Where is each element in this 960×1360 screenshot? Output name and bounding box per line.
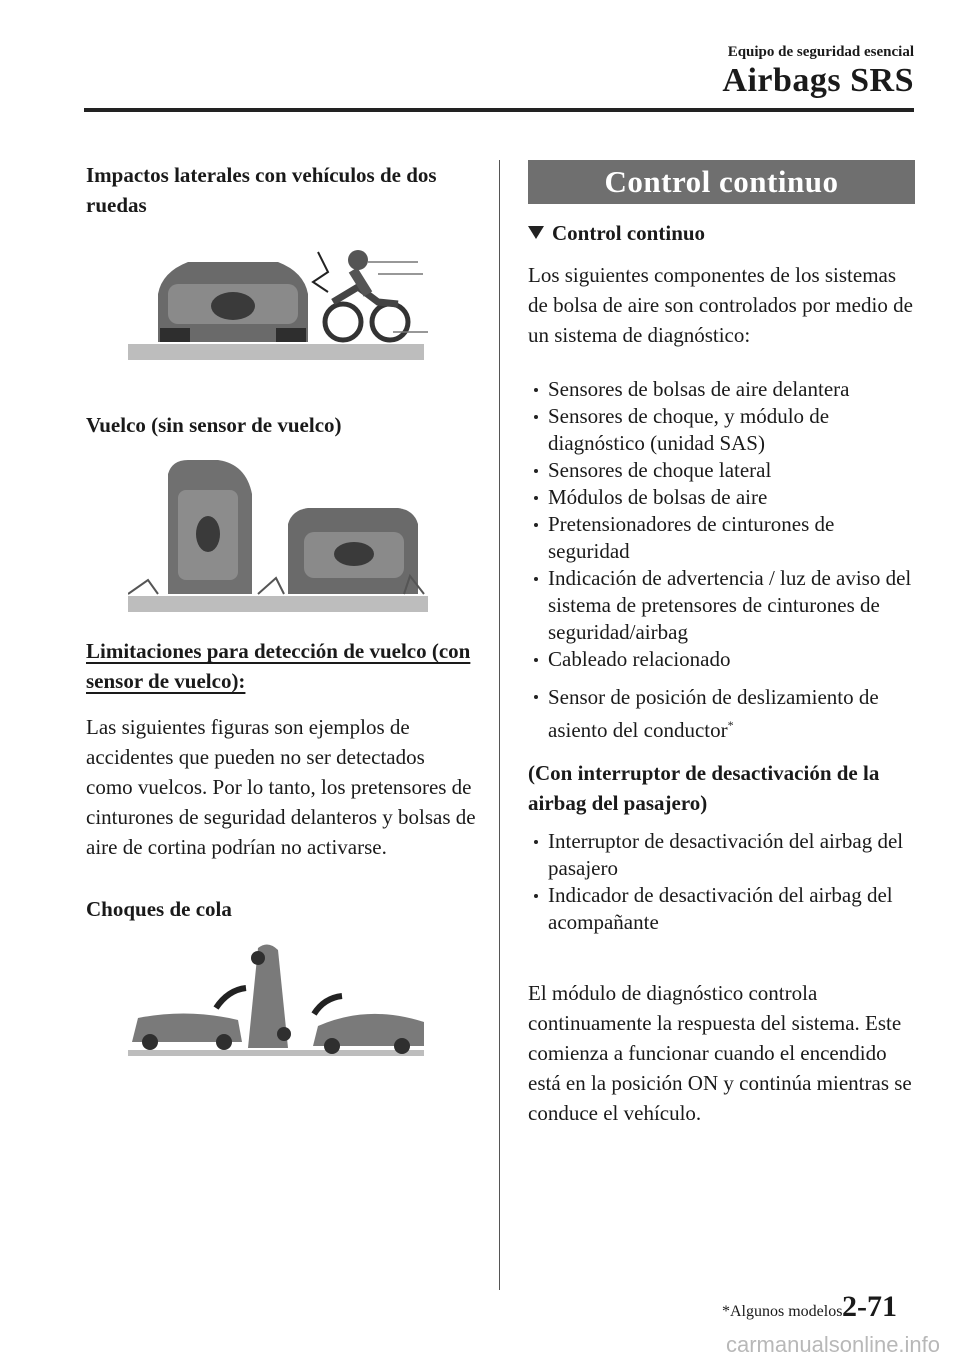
rollover-illustration: [128, 454, 428, 614]
switch-list: [528, 828, 918, 936]
list-item: Sensores de bolsas de aire delantera: [528, 376, 918, 403]
bullet-icon: [534, 523, 538, 527]
list-item: Módulos de bolsas de aire: [528, 484, 918, 511]
header-rule: [84, 108, 914, 112]
right-column: [528, 160, 918, 1128]
header-chapter-title: Airbags SRS: [722, 62, 914, 99]
list-item: Sensores de choque, y módulo de diagnóstico (unidad SAS): [528, 403, 918, 457]
list-item: Sensores de choque lateral: [528, 457, 918, 484]
subsection-heading: [528, 218, 918, 248]
bullet-icon: [534, 496, 538, 500]
list-item: Indicación de advertencia / luz de aviso del sistema de pretensores de cinturones de seguridad/airbag: [528, 565, 918, 646]
bullet-icon: [534, 840, 538, 844]
bullet-icon: [534, 415, 538, 419]
bullet-icon: [534, 577, 538, 581]
side-impact-illustration: [128, 232, 428, 362]
components-list: [528, 376, 918, 673]
bullet-icon: [534, 388, 538, 392]
bullet-icon: [534, 695, 538, 699]
page-number: 2-71: [842, 1290, 897, 1323]
rear-impact-heading: Choques de cola: [86, 897, 232, 921]
left-column: [86, 160, 476, 1068]
section-banner: Control continuo: [528, 160, 915, 204]
rollover-heading: Vuelco (sin sensor de vuelco): [86, 413, 342, 437]
list-item: Cableado relacionado: [528, 646, 918, 673]
header-section-name: Equipo de seguridad esencial: [727, 44, 914, 60]
triangle-marker-icon: [528, 226, 544, 239]
rear-impact-illustration: [128, 938, 428, 1068]
seat-sensor-list: [528, 683, 918, 744]
bullet-icon: [534, 469, 538, 473]
side-impact-heading: Impactos laterales con vehículos de dos ruedas: [86, 163, 437, 217]
switch-heading: (Con interruptor de desactivación de la airbag del pasajero): [528, 761, 880, 815]
list-item: Pretensionadores de cinturones de seguridad: [528, 511, 918, 565]
intro-text: Los siguientes componentes de los sistemas de bolsa de aire son controlados por medio de un sistema de diagnóstico:: [528, 263, 913, 347]
footnote-asterisk: *: [727, 718, 734, 732]
limitations-body: Las siguientes figuras son ejemplos de accidentes que pueden no ser detectados como vuelcos. Por lo tanto, los pretensores de cinturones de seguridad delanteros y bolsas de aire de cortina podrían no activarse.: [86, 715, 476, 859]
watermark-text: carmanualsonline.info: [726, 1332, 941, 1357]
bullet-icon: [534, 658, 538, 662]
subsection-heading-text: Control continuo: [552, 221, 706, 245]
closing-text: El módulo de diagnóstico controla continuamente la respuesta del sistema. Este comienza a funcionar cuando el encendido está en la posición ON y continúa mientras se conduce el vehículo.: [528, 981, 912, 1125]
footnote-note: *Algunos modelos: [722, 1303, 843, 1320]
limitations-heading: Limitaciones para detección de vuelco (con sensor de vuelco):: [86, 639, 471, 693]
list-item: Sensor de posición de deslizamiento de asiento del conductor*: [528, 683, 918, 744]
list-item: Indicador de desactivación del airbag del acompañante: [528, 882, 918, 936]
column-divider: [499, 160, 500, 1290]
list-item: Interruptor de desactivación del airbag del pasajero: [528, 828, 918, 882]
bullet-icon: [534, 894, 538, 898]
